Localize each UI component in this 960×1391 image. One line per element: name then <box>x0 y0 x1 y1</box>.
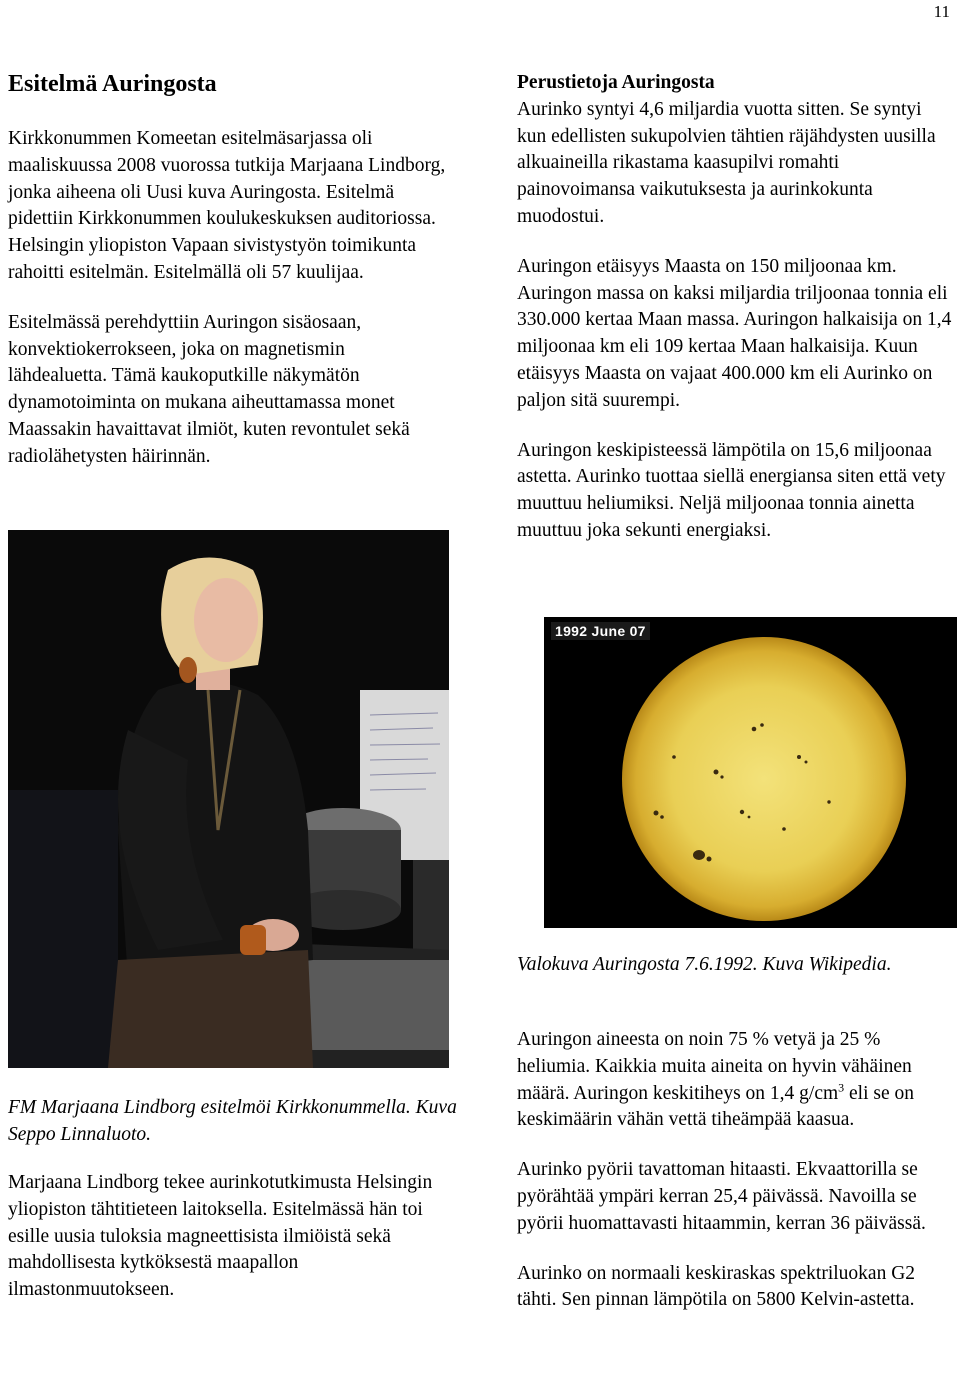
right-column <box>517 70 953 545</box>
sun-caption <box>517 952 953 979</box>
presenter-photo <box>8 530 449 1068</box>
sun-date-label: 1992 June 07 <box>551 622 650 640</box>
content-paragraph: Aurinko syntyi 4,6 miljardia vuotta sitten. Se syntyi kun edellisten sukupolvien tähtien räjähdysten uusilla alkuaineilla rikastama kaasupilvi romahti painovoimansa vaikutuksesta ja aurinkokunta muodostui. <box>517 98 936 227</box>
photo-caption-text: FM Marjaana Lindborg esitelmöi Kirkkonummella. Kuva Seppo Linnaluoto. <box>8 1097 457 1145</box>
page-number: 11 <box>933 2 950 21</box>
left-column <box>8 68 448 471</box>
photo-caption <box>8 1095 458 1149</box>
density-text-a: Auringon aineesta on noin 75 % vetyä ja 25 % heliumia. Kaikkia muita aineita on hyvin vähäinen määrä. Auringon keskitiheys on 1,4 g/cm <box>517 1029 912 1104</box>
bio-paragraph <box>8 1170 448 1304</box>
section-heading: Perustietoja Auringosta <box>517 72 715 93</box>
sun-caption-text: Valokuva Auringosta 7.6.1992. Kuva Wikipedia. <box>517 954 892 975</box>
intro-paragraph: Kirkkonummen Komeetan esitelmäsarjassa oli maaliskuussa 2008 vuorossa tutkija Marjaana Lindborg, jonka aiheena oli Uusi kuva Auringosta. Esitelmä pidettiin Kirkkonummen koulukeskuksen auditoriossa. Helsingin yliopiston Vapaan sivistystyön toimikunta rahoitti esitelmän. Esitelmällä oli 57 kuulijaa. <box>8 128 446 283</box>
bio-text: Marjaana Lindborg tekee aurinkotutkimusta Helsingin yliopiston tähtitieteen laitoksella. Esitelmässä hän toi esille uusia tuloksia magneettisista ilmiöistä sekä mahdollisesta kytköksestä maapallon ilmastonmuutokseen. <box>8 1172 433 1301</box>
content-paragraph: Auringon etäisyys Maasta on 150 miljoonaa km. Auringon massa on kaksi miljardia triljoonaa tonnia eli 330.000 kertaa Maan massa. Auringon halkaisija on 1,4 miljoonaa km eli 109 kertaa Maan halkaisija. Kuun etäisyys Maasta on vajaat 400.000 km eli Aurinko on paljon sitä suurempi. <box>517 255 952 411</box>
sun-photo <box>544 617 957 928</box>
article-title: Esitelmä Auringosta <box>8 71 217 97</box>
content-paragraph: Aurinko pyörii tavattoman hitaasti. Ekvaattorilla se pyörähtää ympäri kerran 25,4 päivässä. Navoilla se pyörii huomattavasti hitaammin, kerran 36 päivässä. <box>517 1159 926 1234</box>
content-paragraph <box>517 1027 953 1134</box>
density-superscript: 3 <box>838 1080 845 1095</box>
content-paragraph: Auringon keskipisteessä lämpötila on 15,6 miljoonaa astetta. Aurinko tuottaa siellä energiansa siten että vety muuttuu heliumiksi. Neljä miljoonaa tonnia ainetta muuttuu joka sekunti energiaksi. <box>517 439 946 541</box>
content-paragraph: Esitelmässä perehdyttiin Auringon sisäosaan, konvektiokerrokseen, joka on magnetismin lähdealuetta. Tämä kaukoputkille näkymätön dynamotoiminta on mukana aiheuttamassa monet Maassakin havaittavat ilmiöt, kuten revontulet sekä radiolähetysten häirinnän. <box>8 311 410 467</box>
content-paragraph: Aurinko on normaali keskiraskas spektriluokan G2 tähti. Sen pinnan lämpötila on 5800 Kelvin-astetta. <box>517 1262 916 1311</box>
density-text-b: eli se on keskimäärin vähän vettä tiheämpää kaasua. <box>517 1082 915 1131</box>
right-lower-text <box>517 1027 953 1314</box>
